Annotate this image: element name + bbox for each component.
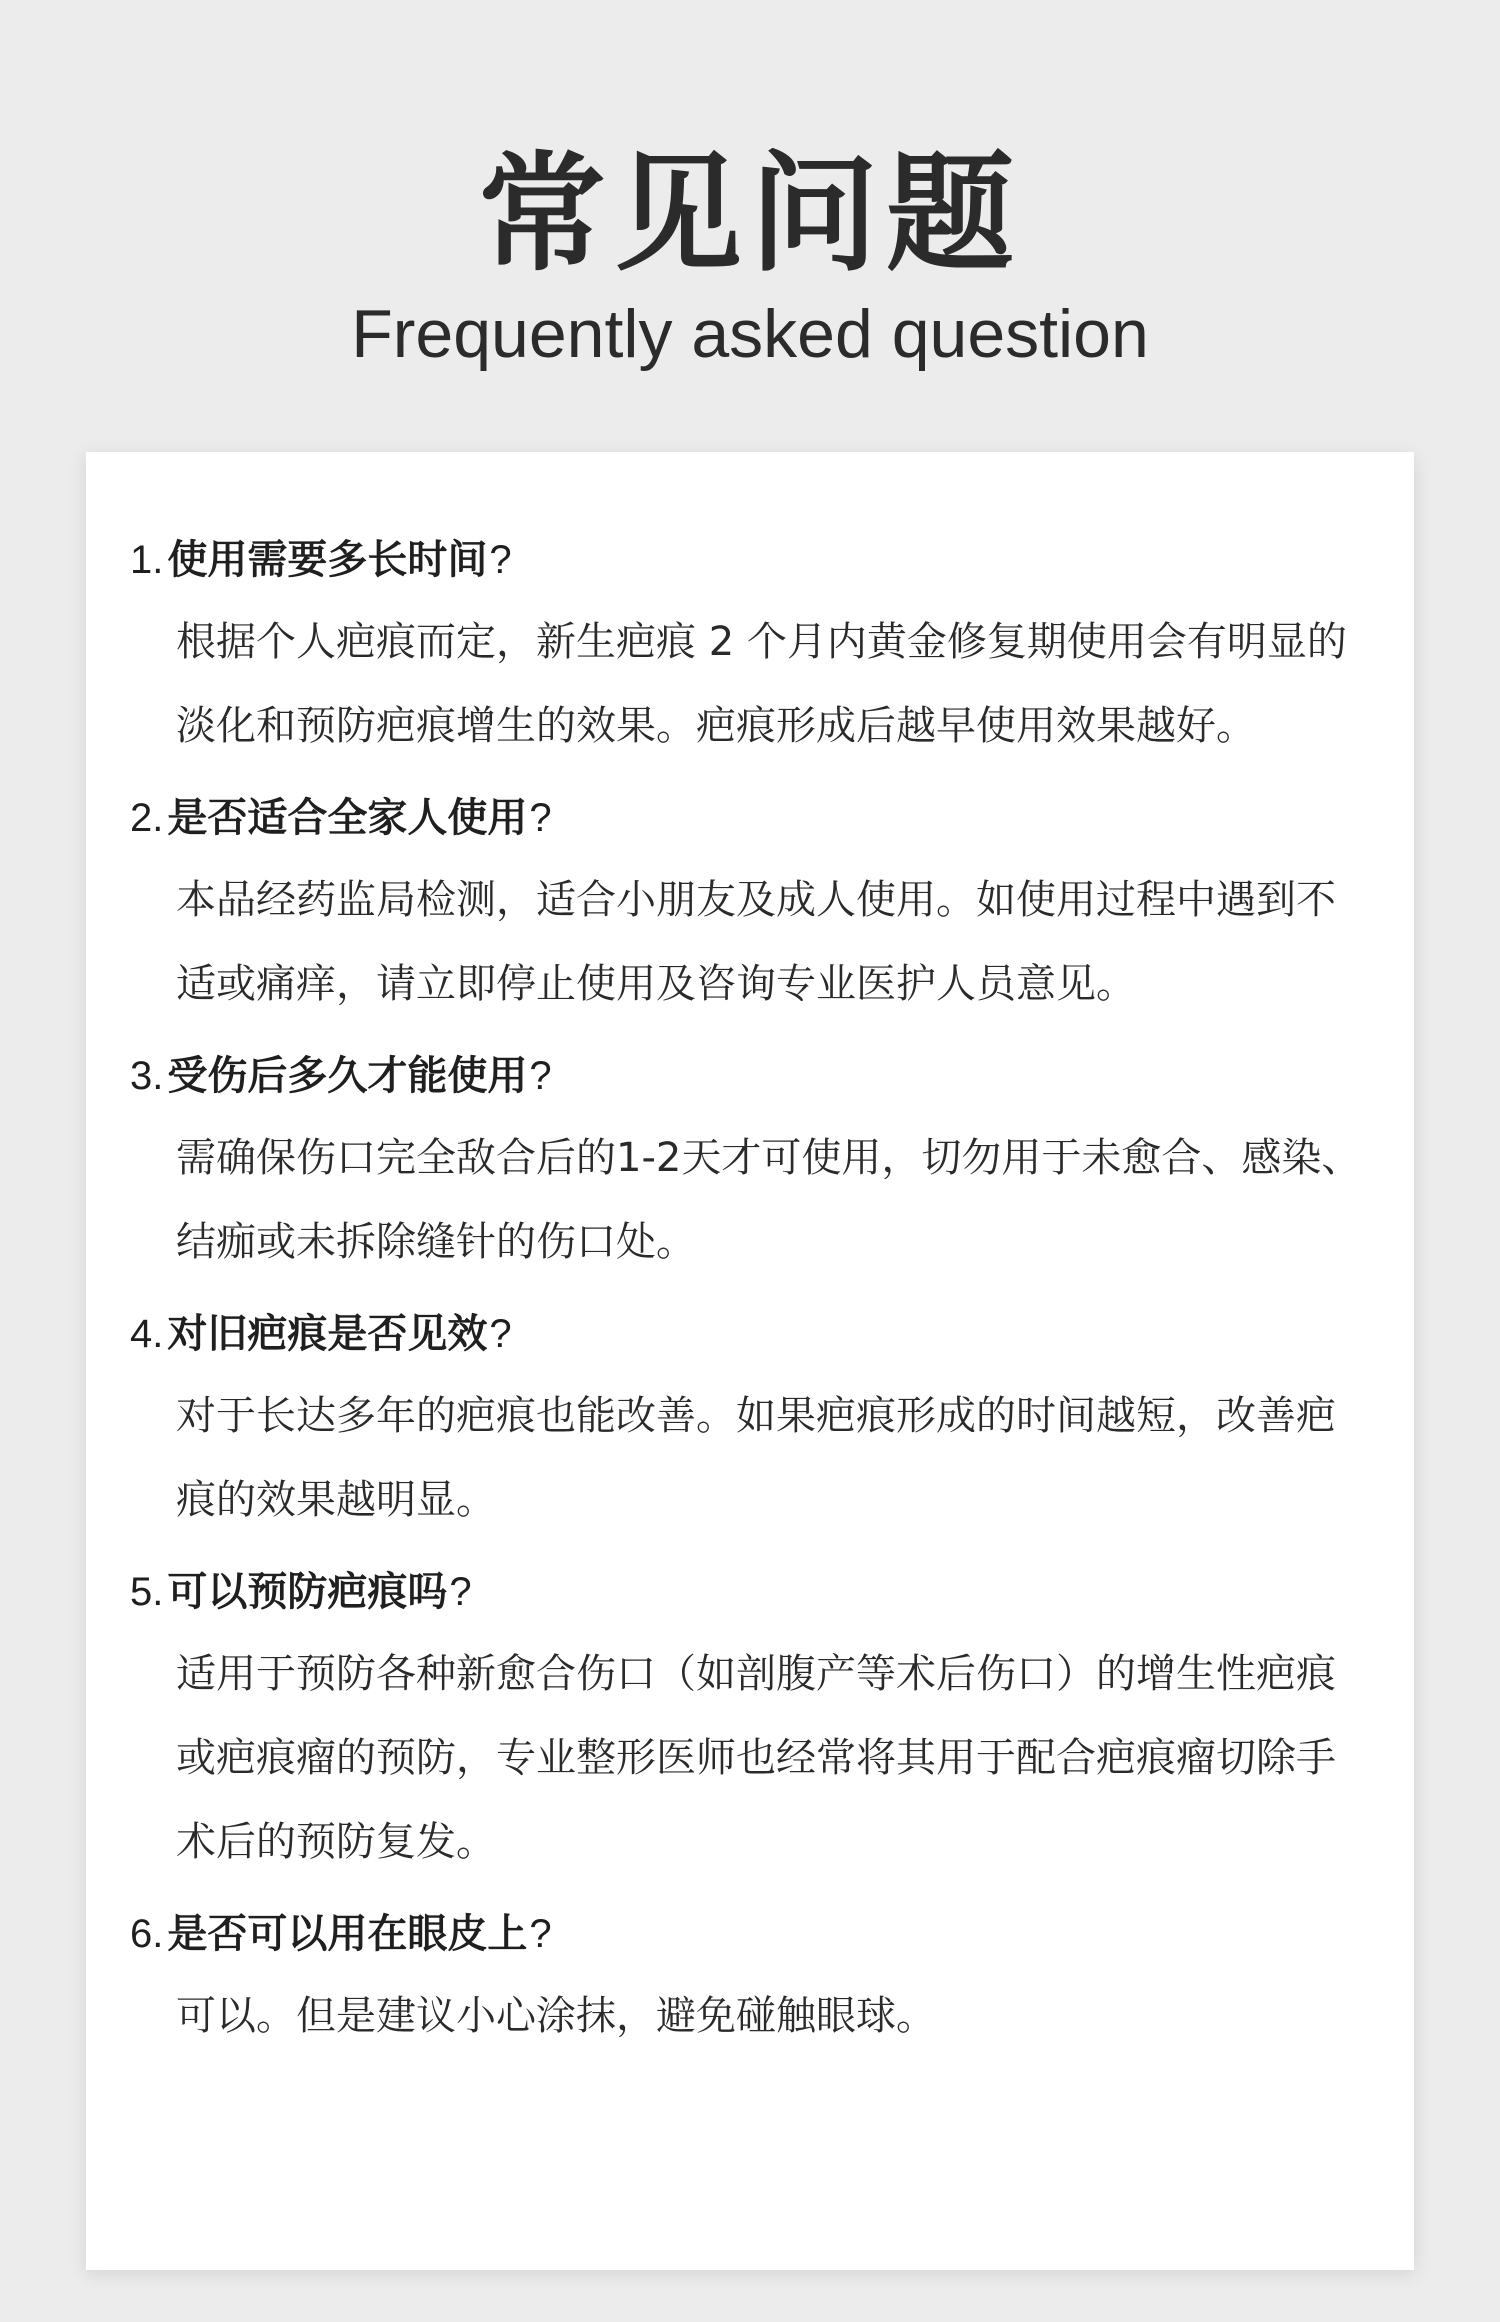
faq-question	[130, 530, 1374, 590]
question-number: 5.	[130, 1570, 164, 1614]
faq-answer: 根据个人疤痕而定，新生疤痕 2 个月内黄金修复期使用会有明显的淡化和预防疤痕增生的效果。疤痕形成后越早使用效果越好。	[176, 619, 1347, 749]
question-mark: ?	[449, 1570, 472, 1614]
faq-item-4	[130, 1304, 1374, 1542]
question-mark: ?	[529, 1912, 552, 1956]
faq-answer: 需确保伤口完全敌合后的1-2天才可使用，切勿用于未愈合、感染、结痂或未拆除缝针的伤口处。	[176, 1135, 1362, 1265]
page-header	[0, 140, 1500, 374]
faq-item-1	[130, 530, 1374, 768]
faq-item-2	[130, 788, 1374, 1026]
faq-answer: 本品经药监局检测，适合小朋友及成人使用。如使用过程中遇到不适或痛痒，请立即停止使用及咨询专业医护人员意见。	[176, 877, 1336, 1007]
faq-item-5	[130, 1562, 1374, 1884]
question-number: 2.	[130, 796, 164, 840]
question-mark: ?	[489, 1312, 512, 1356]
question-number: 1.	[130, 538, 164, 582]
faq-answer: 对于长达多年的疤痕也能改善。如果疤痕形成的时间越短，改善疤痕的效果越明显。	[176, 1393, 1336, 1523]
question-mark: ?	[489, 538, 512, 582]
question-number: 3.	[130, 1054, 164, 1098]
faq-question	[130, 1304, 1374, 1364]
question-number: 4.	[130, 1312, 164, 1356]
question-text: 是否可以用在眼皮上	[167, 1911, 528, 1957]
page-subtitle: Frequently asked question	[351, 296, 1149, 372]
question-number: 6.	[130, 1912, 164, 1956]
question-text: 可以预防疤痕吗	[167, 1569, 448, 1615]
question-mark: ?	[529, 1054, 552, 1098]
question-text: 对旧疤痕是否见效	[167, 1311, 488, 1357]
question-text: 受伤后多久才能使用	[167, 1053, 528, 1099]
faq-answer: 可以。但是建议小心涂抹，避免碰触眼球。	[176, 1993, 936, 2039]
faq-item-6	[130, 1904, 1374, 2058]
faq-card	[86, 452, 1414, 2270]
faq-question	[130, 1046, 1374, 1106]
faq-question	[130, 1904, 1374, 1964]
question-mark: ?	[529, 796, 552, 840]
page-title: 常见问题	[477, 140, 1022, 289]
faq-item-3	[130, 1046, 1374, 1284]
faq-question	[130, 1562, 1374, 1622]
faq-answer: 适用于预防各种新愈合伤口（如剖腹产等术后伤口）的增生性疤痕或疤痕瘤的预防，专业整形医师也经常将其用于配合疤痕瘤切除手术后的预防复发。	[176, 1651, 1336, 1865]
question-text: 使用需要多长时间	[167, 537, 488, 583]
question-text: 是否适合全家人使用	[167, 795, 528, 841]
faq-question	[130, 788, 1374, 848]
